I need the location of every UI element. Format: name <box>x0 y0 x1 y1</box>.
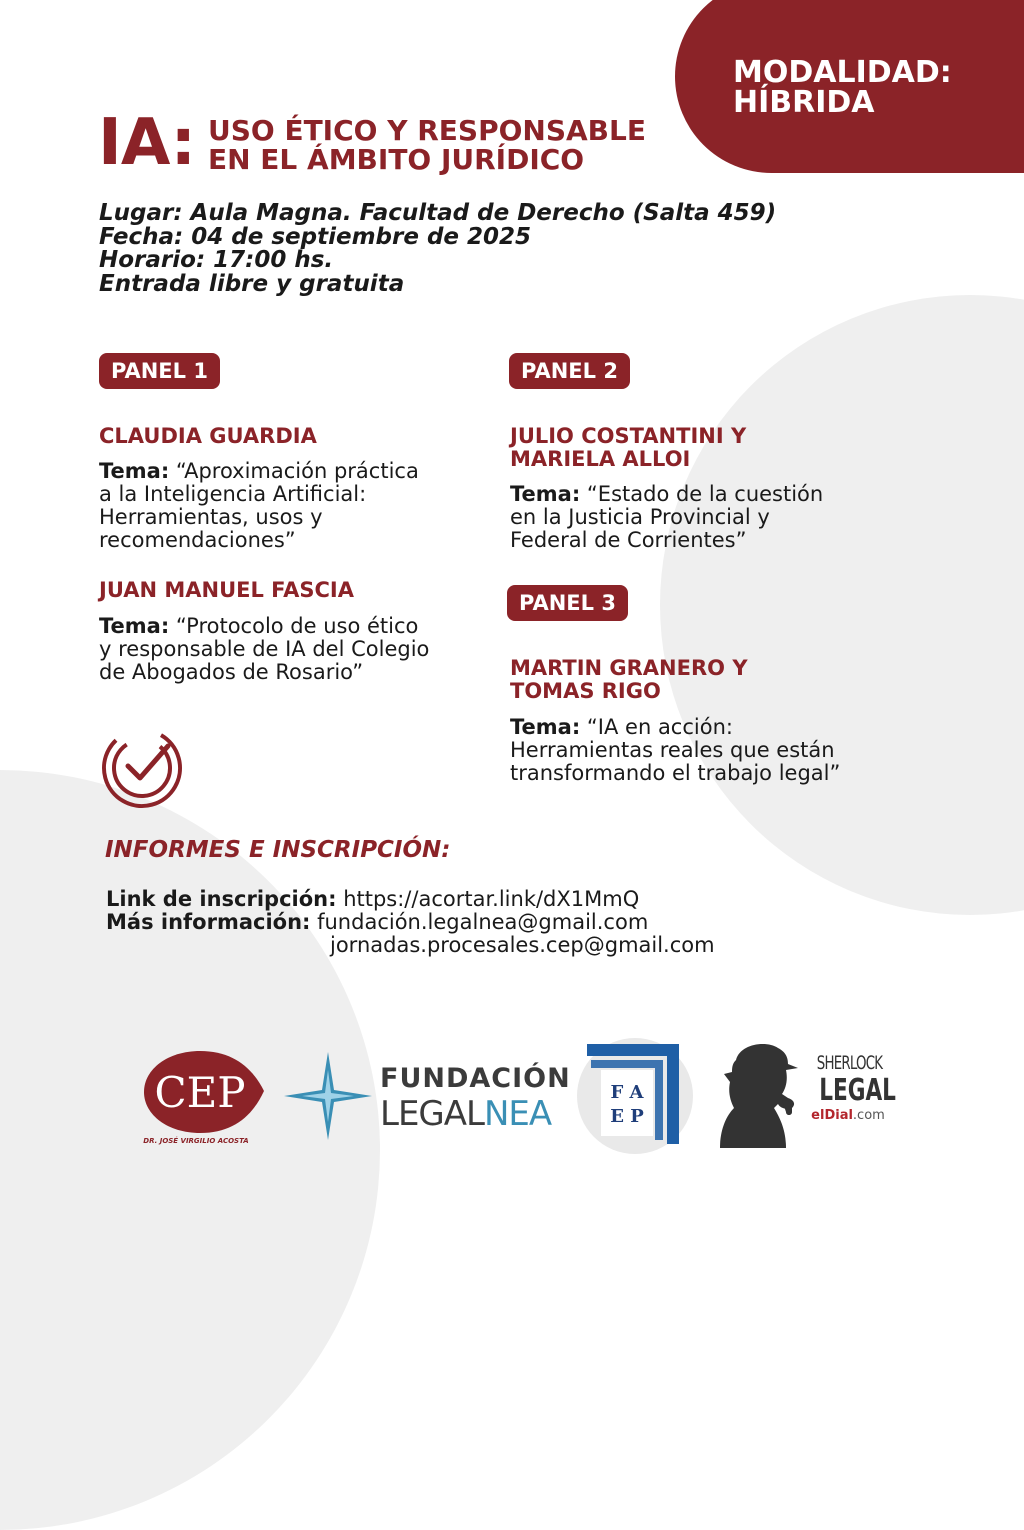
topic-line: Herramientas reales que están <box>510 738 835 762</box>
fundacion-legalnea-logo <box>380 1064 571 1134</box>
mas-info-label: Más información: <box>106 910 311 934</box>
eldial-text <box>808 1108 888 1124</box>
tema-granero-rigo <box>510 716 840 785</box>
dotcom-part: .com <box>852 1108 885 1123</box>
topic-line: y responsable de IA del Colegio <box>99 637 430 661</box>
topic-line: en la Justicia Provincial y <box>510 505 770 529</box>
info-fecha: Fecha: 04 de septiembre de 2025 <box>99 224 532 250</box>
modalidad-badge <box>675 0 1024 173</box>
faep-line-2: E P <box>610 1106 644 1127</box>
informes-heading: INFORMES E INSCRIPCIÓN: <box>105 837 451 863</box>
tema-label: Tema: <box>99 614 170 638</box>
email-fundacion[interactable]: fundación.legalnea@gmail.com <box>317 910 649 934</box>
panel-2-badge: PANEL 2 <box>509 353 630 389</box>
speaker-name-line: MARIELA ALLOI <box>510 447 691 471</box>
tema-label: Tema: <box>510 482 581 506</box>
link-label: Link de inscripción: <box>106 887 337 911</box>
faep-line-1: F A <box>610 1082 644 1103</box>
star-icon <box>282 1050 374 1142</box>
topic-line: “Aproximación práctica <box>175 459 419 483</box>
tema-label: Tema: <box>510 715 581 739</box>
speaker-claudia-guardia: CLAUDIA GUARDIA <box>99 424 317 448</box>
eldial-part: elDial <box>811 1108 853 1123</box>
sherlock-legal-logo <box>808 1052 896 1124</box>
topic-line: Federal de Corrientes” <box>510 528 747 552</box>
info-lugar: Lugar: Aula Magna. Facultad de Derecho (Salta 459) <box>99 200 777 226</box>
topic-line: recomendaciones” <box>99 528 296 552</box>
faep-logo <box>575 1036 695 1156</box>
legalnea-text <box>380 1094 571 1134</box>
sherlock-text: SHERLOCK <box>816 1052 883 1074</box>
tema-costantini-alloi <box>510 483 823 552</box>
check-circle-icon <box>98 722 188 812</box>
speaker-name-line: TOMAS RIGO <box>510 679 661 703</box>
topic-line: “Estado de la cuestión <box>586 482 824 506</box>
email-jornadas[interactable]: jornadas.procesales.cep@gmail.com <box>330 933 715 957</box>
legal-part: LEGAL <box>380 1094 484 1134</box>
sherlock-silhouette-icon <box>716 1038 804 1150</box>
topic-line: Herramientas, usos y <box>99 505 323 529</box>
title-line-2: EN EL ÁMBITO JURÍDICO <box>208 143 585 176</box>
registration-link[interactable]: https://acortar.link/dX1MmQ <box>343 887 640 911</box>
info-entrada: Entrada libre y gratuita <box>99 271 405 297</box>
badge-line-2: HÍBRIDA <box>733 85 875 120</box>
speaker-granero-rigo <box>510 657 748 703</box>
speaker-costantini-alloi <box>510 425 746 471</box>
decorative-circle-left <box>0 770 380 1530</box>
title-line-1: USO ÉTICO Y RESPONSABLE <box>208 114 646 147</box>
title-prefix: IA: <box>98 106 196 180</box>
cep-text: CEP <box>154 1068 246 1117</box>
topic-line: de Abogados de Rosario” <box>99 660 364 684</box>
badge-line-1: MODALIDAD: <box>733 55 952 90</box>
info-horario: Horario: 17:00 hs. <box>99 247 334 273</box>
decorative-circle-right <box>660 295 1024 915</box>
panel-3-badge: PANEL 3 <box>507 585 628 621</box>
topic-line: “Protocolo de uso ético <box>175 614 419 638</box>
topic-line: “IA en acción: <box>586 715 733 739</box>
fundacion-text: FUNDACIÓN <box>380 1063 571 1094</box>
panel-1-badge: PANEL 1 <box>99 353 220 389</box>
tema-juan-manuel-fascia <box>99 615 429 684</box>
cep-caption: DR. JOSÉ VIRGILIO ACOSTA <box>143 1137 249 1145</box>
topic-line: a la Inteligencia Artificial: <box>99 482 367 506</box>
tema-label: Tema: <box>99 459 170 483</box>
legal-text: LEGAL <box>819 1073 896 1108</box>
speaker-name-line: JULIO COSTANTINI Y <box>510 424 747 448</box>
nea-part: NEA <box>483 1094 552 1134</box>
link-inscripcion-row <box>106 888 639 911</box>
mas-info-row <box>106 911 648 934</box>
cep-logo <box>140 1045 270 1150</box>
tema-claudia-guardia <box>99 460 419 552</box>
topic-line: transformando el trabajo legal” <box>510 761 841 785</box>
speaker-name-line: MARTIN GRANERO Y <box>510 656 748 680</box>
speaker-juan-manuel-fascia: JUAN MANUEL FASCIA <box>99 578 354 602</box>
